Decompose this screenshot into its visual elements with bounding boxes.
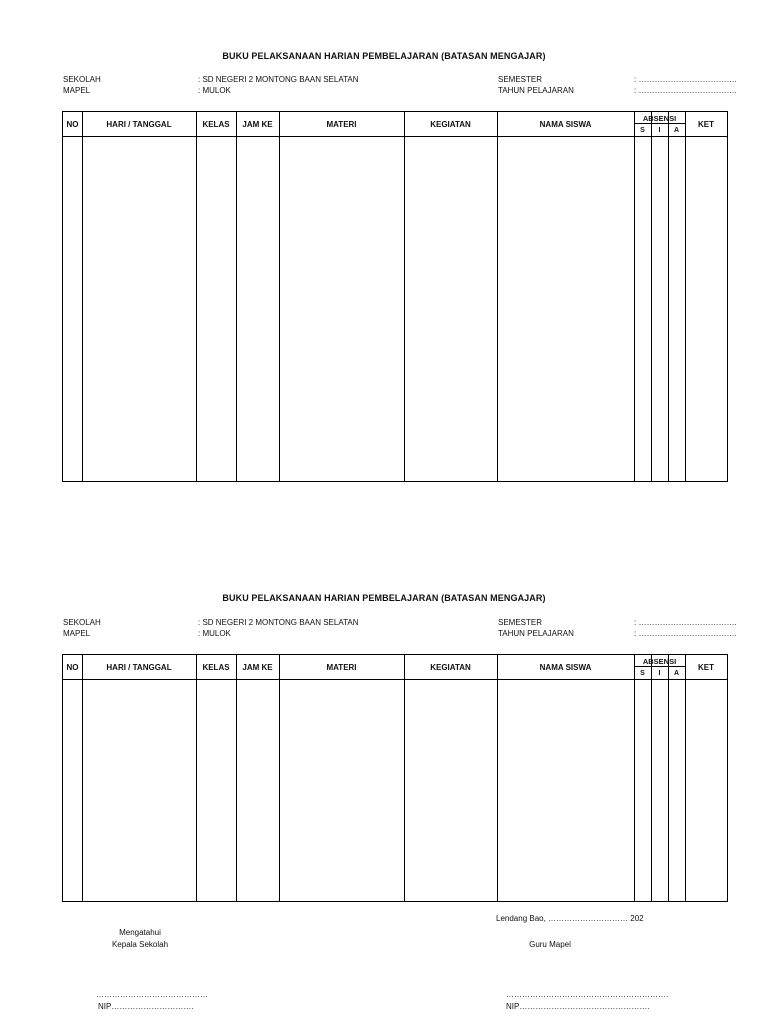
col-materi: MATERI: [326, 119, 357, 129]
form-title: BUKU PELAKSANAAN HARIAN PEMBELAJARAN (BATASAN MENGAJAR): [222, 51, 546, 61]
log-table: [62, 654, 728, 902]
place-date: Lendang Bao, ………………………… 202: [496, 914, 644, 923]
col-absensi-i: I: [658, 126, 661, 134]
log-table: [62, 111, 728, 482]
nip-left: NIP………………………….: [98, 1002, 194, 1011]
col-ket: KET: [698, 119, 714, 129]
col-materi: MATERI: [326, 662, 357, 672]
sekolah-value: : SD NEGERI 2 MONTONG BAAN SELATAN: [198, 75, 359, 84]
mapel-label: MAPEL: [63, 86, 91, 95]
tahun-value: : ……………………………….: [634, 86, 737, 95]
guru-mapel-label: Guru Mapel: [529, 940, 571, 949]
col-no: NO: [66, 662, 79, 672]
mengetahui-label: Mengatahui: [119, 928, 161, 937]
sekolah-label: SEKOLAH: [63, 618, 101, 627]
col-jam-ke: JAM KE: [242, 119, 273, 129]
col-hari-tanggal: HARI / TANGGAL: [106, 119, 172, 129]
semester-value: : ……………………………….: [634, 618, 737, 627]
col-no: NO: [66, 119, 79, 129]
col-absensi-a: A: [673, 126, 680, 134]
signature-line-left: ……………………………………: [96, 990, 208, 999]
col-kelas: KELAS: [202, 119, 230, 129]
tahun-label: TAHUN PELAJARAN: [498, 86, 574, 95]
sekolah-value: : SD NEGERI 2 MONTONG BAAN SELATAN: [198, 618, 359, 627]
tahun-label: TAHUN PELAJARAN: [498, 629, 574, 638]
col-nama-siswa: NAMA SISWA: [539, 662, 592, 672]
semester-label: SEMESTER: [498, 75, 543, 84]
mapel-label: MAPEL: [63, 629, 91, 638]
col-absensi-s: S: [640, 126, 645, 134]
semester-label: SEMESTER: [498, 618, 543, 627]
mapel-value: : MULOK: [198, 86, 231, 95]
col-absensi-a: A: [673, 669, 680, 677]
semester-value: : ……………………………….: [634, 75, 737, 84]
mapel-value: : MULOK: [198, 629, 231, 638]
tahun-value: : ……………………………….: [634, 629, 737, 638]
col-kegiatan: KEGIATAN: [430, 119, 471, 129]
col-hari-tanggal: HARI / TANGGAL: [106, 662, 172, 672]
col-absensi: ABSENSI: [642, 656, 677, 666]
col-jam-ke: JAM KE: [242, 662, 273, 672]
col-absensi: ABSENSI: [642, 113, 677, 123]
form-title: BUKU PELAKSANAAN HARIAN PEMBELAJARAN (BATASAN MENGAJAR): [222, 593, 546, 603]
col-kegiatan: KEGIATAN: [430, 662, 471, 672]
col-absensi-s: S: [640, 669, 645, 677]
signature-line-right: …………………………………………………….: [506, 990, 669, 999]
col-nama-siswa: NAMA SISWA: [539, 119, 592, 129]
col-kelas: KELAS: [202, 662, 230, 672]
col-ket: KET: [698, 662, 714, 672]
nip-right: NIP………………………………………….: [506, 1002, 650, 1011]
sekolah-label: SEKOLAH: [63, 75, 101, 84]
col-absensi-i: I: [658, 669, 661, 677]
kepala-sekolah-label: Kepala Sekolah: [111, 940, 169, 949]
